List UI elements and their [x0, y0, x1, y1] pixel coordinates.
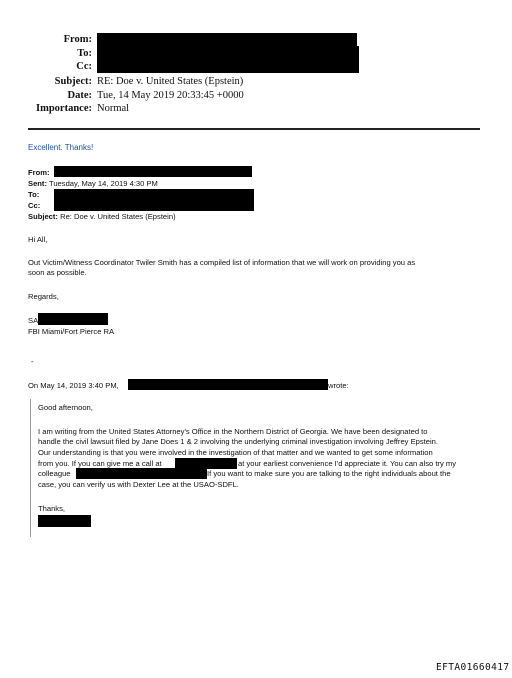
redacted-fwd-from	[54, 166, 252, 177]
importance-label: Importance:	[36, 103, 92, 114]
quoted-line-6: case, you can verify us with Dexter Lee at the USAO-SDFL.	[38, 480, 239, 489]
quote-bar	[30, 399, 31, 537]
redacted-colleague	[76, 468, 207, 479]
quoted-intro-suffix: wrote:	[328, 381, 349, 390]
quoted-line-5b: If you want to make sure you are talking to the right individuals about the	[207, 469, 451, 478]
reply-text: Excellent. Thanks!	[28, 143, 94, 152]
quoted-line-2: handle the civil lawsuit filed by Jane Does 1 & 2 involving the underlying criminal investigation involving Jeffrey Epstein.	[38, 437, 439, 446]
cc-label: Cc:	[76, 61, 92, 72]
fwd-to-label: To:	[28, 190, 40, 199]
separator-dash: -	[31, 357, 34, 366]
quoted-intro-prefix: On May 14, 2019 3:40 PM,	[28, 381, 119, 390]
fwd-body-line1: Out Victim/Witness Coordinator Twiler Smith has a compiled list of information that we will work on providing you as	[28, 258, 416, 267]
fwd-cc-label: Cc:	[28, 201, 41, 210]
date-label: Date:	[67, 90, 92, 101]
redacted-cc	[97, 59, 359, 73]
quoted-line-3: Our understanding is that you were involved in the investigation of that matter and we wanted to get some information	[38, 448, 433, 457]
quoted-line-1: I am writing from the United States Attorney's Office in the Northern District of Georgia. We have been designated to	[38, 427, 428, 436]
redacted-to	[97, 46, 359, 59]
redacted-from	[97, 33, 357, 46]
date-value: Tue, 14 May 2019 20:33:45 +0000	[97, 90, 244, 101]
redacted-signature-name	[38, 313, 108, 325]
fwd-closing: Regards,	[28, 292, 59, 301]
redacted-quoted-sender	[128, 379, 328, 390]
quoted-closing: Thanks,	[38, 504, 66, 513]
quoted-line-5a: colleague	[38, 469, 71, 478]
signature-prefix: SA	[28, 316, 39, 325]
bates-number: EFTA01660417	[436, 662, 510, 673]
from-label: From:	[63, 34, 92, 45]
redacted-fwd-to-cc	[54, 189, 254, 211]
fwd-sent: Sent: Tuesday, May 14, 2019 4:30 PM	[28, 179, 158, 188]
redacted-quoted-signature	[38, 515, 91, 527]
fwd-from-label: From:	[28, 168, 50, 177]
quoted-line-4b: at your earliest convenience I'd appreciate it. You can also try my	[238, 459, 456, 468]
fwd-greeting: Hi All,	[28, 235, 48, 244]
importance-value: Normal	[97, 103, 130, 114]
fwd-subject: Subject: Re: Doe v. United States (Epstein)	[28, 212, 176, 221]
header-divider	[28, 128, 480, 130]
to-label: To:	[77, 48, 92, 59]
subject-value: RE: Doe v. United States (Epstein)	[97, 76, 244, 87]
quoted-greeting: Good afternoon,	[38, 403, 93, 412]
fwd-body-line2: soon as possible.	[28, 268, 87, 277]
quoted-line-4a: from you. If you can give me a call at	[38, 459, 162, 468]
subject-label: Subject:	[54, 76, 92, 87]
signature-office: FBI Miami/Fort Pierce RA	[28, 327, 115, 336]
